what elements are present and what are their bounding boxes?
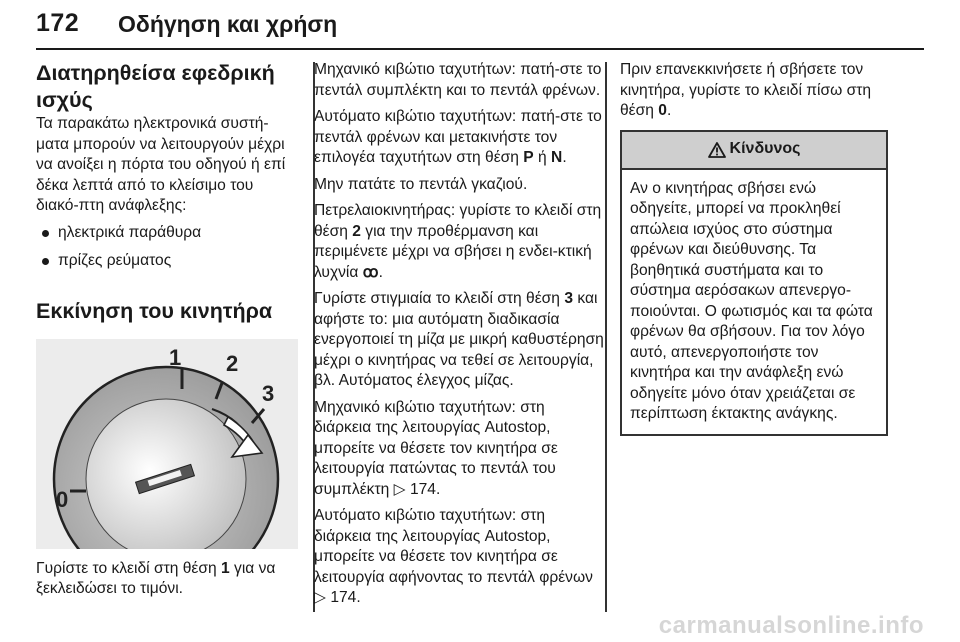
ignition-figure xyxy=(36,339,298,549)
paragraph: Τα παρακάτω ηλεκτρονικά συστή-ματα μπορούν να λειτουργούν μέχρι να ανοίξει η πόρτα του οδηγού ή επί δέκα λεπτά από το κλείσιμο του διακό-πτη ανάφλεξης: xyxy=(36,115,286,214)
page-ref-icon: ▷ xyxy=(314,589,326,606)
header-rule xyxy=(36,48,924,50)
list-item: πρίζες ρεύματος xyxy=(36,251,298,272)
danger-text: Αν ο κινητήρας σβήσει ενώ οδηγείτε, μπορεί να προκληθεί απώλεια ισχύος στο σύστημα φρένων και διεύθυνσης. Τα βοηθητικά συστήματα και το σύστημα αερόσακων απενεργο-ποιούνται. Ο φωτισμός και τα φώτα φρένων θα σβήσουν. Για τον λόγο αυτό, απενεργοποιήστε τον κινητήρα και την ανάφλεξη ενώ οδηγείτε μόνο όταν χρειάζεται σε περίπτωση έκτακτης ανάγκης. xyxy=(630,179,873,422)
page-ref-icon: ▷ xyxy=(393,480,406,498)
section-heading: Εκκίνηση του κινητήρα xyxy=(36,298,273,323)
figure-caption: Γυρίστε το κλειδί στη θέση 1 για να ξεκλειδώσει το τιμόνι. xyxy=(36,559,276,597)
page-number: 172 xyxy=(36,9,80,37)
section-heading: Διατηρηθείσα εφεδρική ισχύς xyxy=(36,61,275,112)
position-label-1: 1 xyxy=(169,344,182,370)
danger-title: Κίνδυνος xyxy=(729,140,801,158)
paragraph: Αυτόματο κιβώτιο ταχυτήτων: πατή-στε το πεντάλ φρένων και μετακινήστε τον επιλογέα ταχυτήτων στη θέση P ή N. xyxy=(314,108,602,166)
list-item: ηλεκτρικά παράθυρα xyxy=(36,223,298,244)
watermark: carmanualsonline.info xyxy=(658,612,924,639)
column-1 xyxy=(36,60,298,606)
paragraph: Γυρίστε στιγμιαία το κλειδί στη θέση 3 και αφήστε το: μια αυτόματη διαδικασία ενεργοποιεί τη μίζα με μικρή καθυστέρηση μέχρι ο κινητήρας να τεθεί σε λειτουργία, βλ. Αυτόματος έλεγχος μίζας. xyxy=(314,290,604,389)
position-label-3: 3 xyxy=(262,380,275,406)
page-ref-link[interactable]: 174. xyxy=(326,589,361,606)
paragraph: Μην πατάτε το πεντάλ γκαζιού. xyxy=(314,175,528,193)
position-label-0: 0 xyxy=(56,486,69,512)
bullet-list xyxy=(36,223,298,272)
paragraph: Αυτόματο κιβώτιο ταχυτήτων: στη διάρκεια της λειτουργίας Autostop, μπορείτε να θέσετε τον κινητήρα σε λειτουργία αφήνοντας το πεντάλ φρένων ▷ 174. xyxy=(314,507,593,606)
danger-header xyxy=(622,132,886,170)
danger-box xyxy=(620,130,888,436)
paragraph: Μηχανικό κιβώτιο ταχυτήτων: πατή-στε το πεντάλ συμπλέκτη και το πεντάλ φρένων. xyxy=(314,61,602,99)
ignition-lock-illustration xyxy=(36,339,298,549)
position-label-2: 2 xyxy=(226,350,239,376)
paragraph: Πριν επανεκκινήσετε ή σβήσετε τον κινητήρα, γυρίστε το κλειδί πίσω στη θέση 0. xyxy=(620,61,872,119)
glow-plug-icon: ꝏ xyxy=(362,263,379,281)
paragraph: Μηχανικό κιβώτιο ταχυτήτων: στη διάρκεια της λειτουργίας Autostop, μπορείτε να θέσετε τον κινητήρα σε λειτουργία πατώντας το πεντάλ του συμπλέκτη ▷ 174. xyxy=(314,398,558,498)
column-3 xyxy=(620,60,888,436)
page-ref-link[interactable]: 174. xyxy=(405,480,441,498)
chapter-title: Οδήγηση και χρήση xyxy=(118,11,338,37)
warning-triangle-icon xyxy=(708,142,726,158)
page-header xyxy=(0,0,960,50)
column-2 xyxy=(314,60,606,615)
paragraph: Πετρελαιοκινητήρας: γυρίστε το κλειδί στη θέση 2 για την προθέρμανση και περιμένετε μέχρι να σβήσει η ενδει-κτική λυχνία ꝏ. xyxy=(314,202,602,281)
